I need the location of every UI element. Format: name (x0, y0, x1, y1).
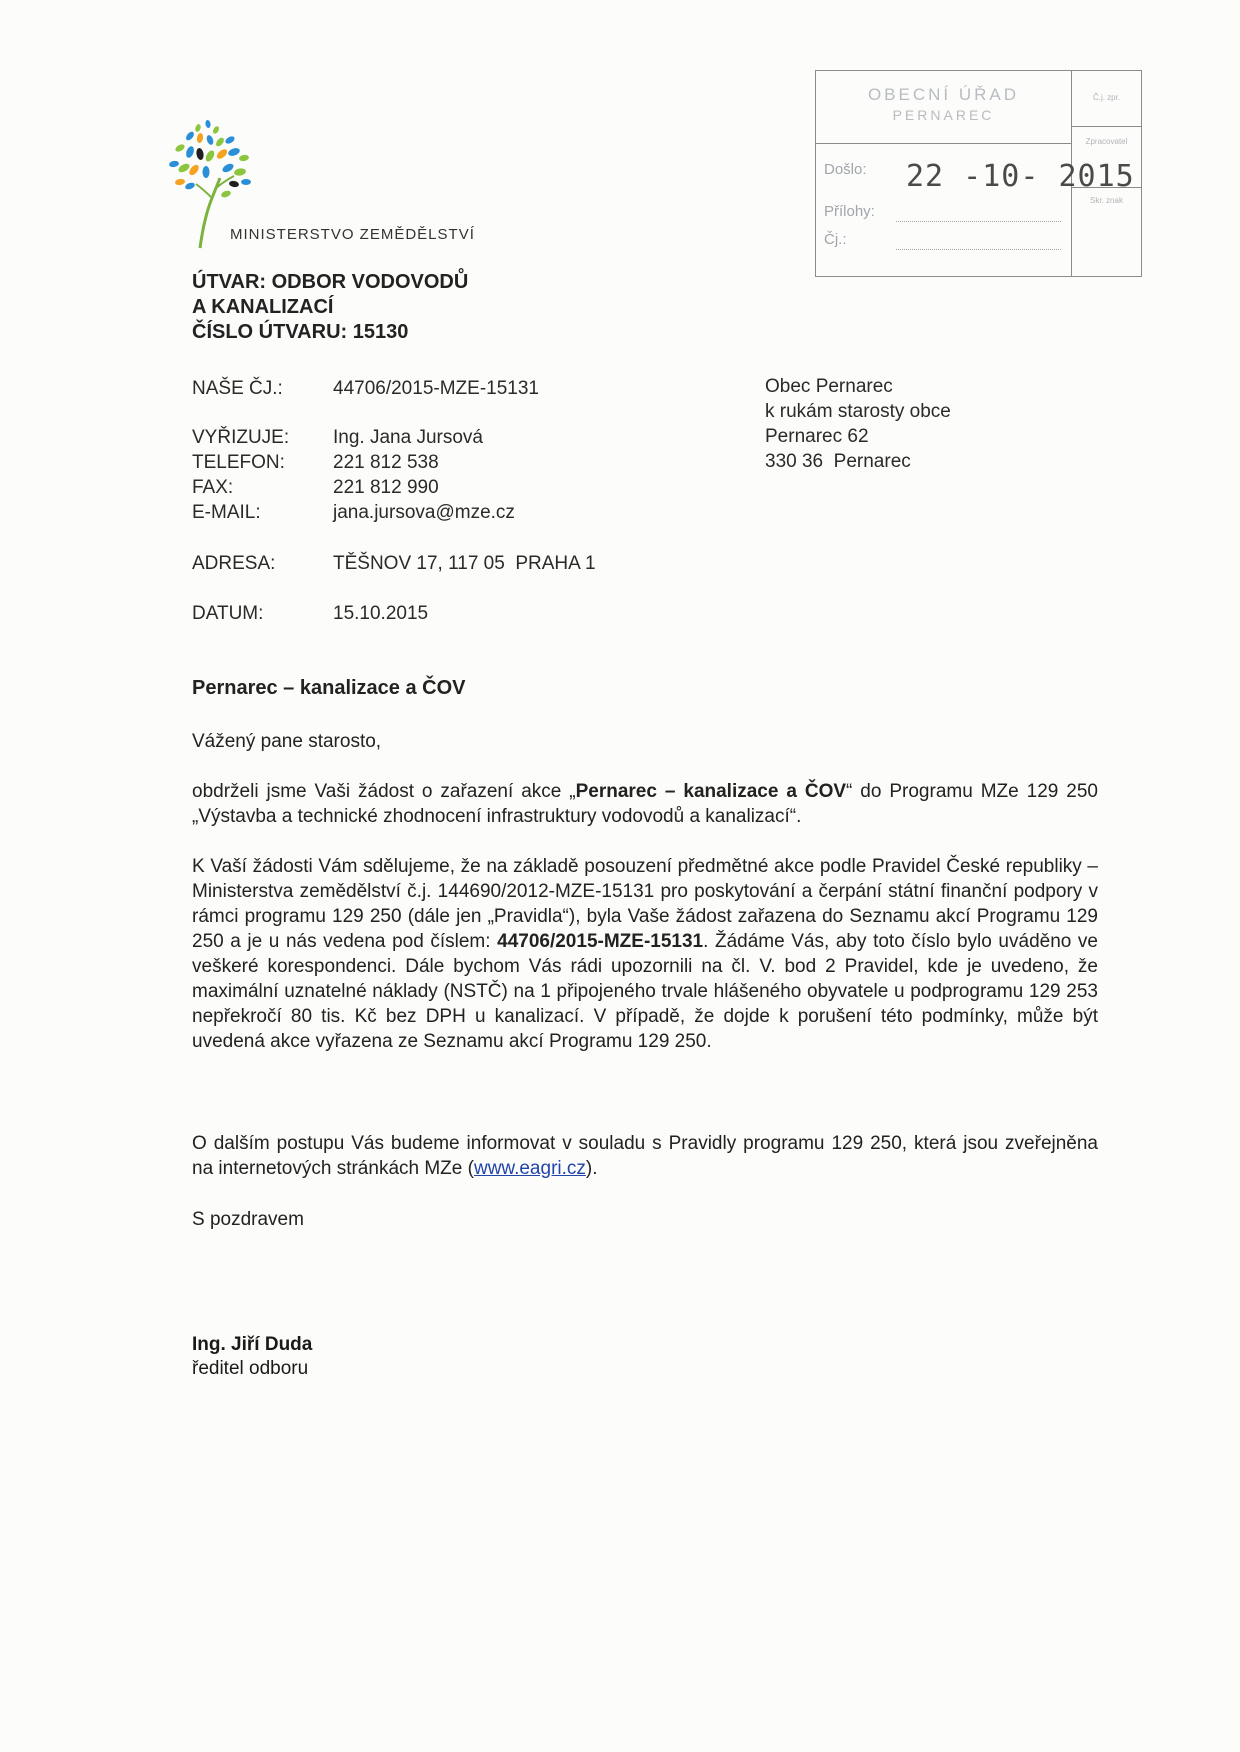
address-value: TĚŠNOV 17, 117 05 PRAHA 1 (333, 553, 596, 574)
stamp-attachments-label: Přílohy: (824, 203, 875, 220)
stamp-office-line1: OBECNÍ ÚŘAD (867, 85, 1020, 104)
received-stamp (815, 70, 1142, 277)
date-value: 15.10.2015 (333, 603, 429, 624)
letter-subject: Pernarec – kanalizace a ČOV (192, 677, 466, 699)
stamp-received-date: 22 -10- 2015 (906, 159, 1135, 194)
email-label: E-MAIL: (192, 502, 261, 523)
addressee-line3: Pernarec 62 (765, 426, 869, 447)
unit-heading-line1: ÚTVAR: ODBOR VODOVODŮ (192, 271, 469, 293)
unit-heading-line3: ČÍSLO ÚTVARU: 15130 (192, 321, 409, 343)
fax-value: 221 812 990 (333, 477, 439, 498)
email-value[interactable]: jana.jursova@mze.cz (333, 502, 515, 523)
greeting: Vážený pane starosto, (192, 731, 382, 752)
ministry-name: MINISTERSTVO ZEMĚDĚLSTVÍ (230, 226, 475, 243)
paragraph-3: O dalším postupu Vás budeme informovat v souladu s Pravidly programu 129 250, která jsou zveřejněna na internetových stránkách MZe (www.eagri.cz). (192, 1133, 1098, 1179)
registration-number-bold: 44706/2015-MZE-15131 (497, 931, 704, 952)
unit-heading (192, 270, 468, 345)
action-name-bold: Pernarec – kanalizace a ČOV (575, 781, 847, 802)
address-label: ADRESA: (192, 553, 276, 574)
stamp-side-label3: Skr. znak (1090, 196, 1123, 205)
stamp-side-label1: Č.j. zpr. (1092, 93, 1121, 102)
stamp-side-label2: Zpracovatel (1085, 137, 1128, 146)
paragraph-1: obdrželi jsme Vaši žádost o zařazení akce „Pernarec – kanalizace a ČOV“ do Programu MZe 129 250 „Výstavba a technické zhodnocení infrastruktury vodovodů a kanalizací“. (192, 781, 1098, 827)
addressee-block (765, 374, 951, 474)
addressee-line1: Obec Pernarec (765, 376, 893, 397)
unit-heading-line2: A KANALIZACÍ (192, 296, 334, 318)
fax-label: FAX: (192, 477, 234, 498)
addressee-line2: k rukám starosty obce (765, 401, 951, 422)
phone-label: TELEFON: (192, 452, 285, 473)
handler-value: Ing. Jana Jursová (333, 427, 483, 448)
paragraph-2: K Vaší žádosti Vám sdělujeme, že na základě posouzení předmětné akce podle Pravidel České republiky – Ministerstva zemědělství č.j. 144690/2012-MZE-15131 pro poskytování a čerpání státní finanční podpory v rámci programu 129 250 (dále jen „Pravidla“), byla Vaše žádost zařazena do Seznamu akcí Programu 129 250 a je u nás vedena pod číslem: 44706/2015-MZE-15131. Žádáme Vás, aby toto číslo bylo uváděno ve veškeré korespondenci. Dále bychom Vás rádi upozornili na čl. V. bod 2 Pravidel, kde je uvedeno, že maximální uznatelné náklady (NSTČ) na 1 připojeného trvale hlášeného obyvatele u podprogramu 129 253 nepřekročí 80 tis. Kč bez DPH u kanalizací. V případě, že dojde k porušení této podmínky, může být uvedená akce vyřazena ze Seznamu akcí Programu 129 250. (192, 856, 1098, 1052)
closing: S pozdravem (192, 1209, 304, 1230)
date-label: DATUM: (192, 603, 264, 624)
stamp-received-label: Došlo: (824, 161, 867, 178)
our-ref-value: 44706/2015-MZE-15131 (333, 378, 539, 399)
our-ref-label: NAŠE ČJ.: (192, 378, 283, 399)
stamp-office-line2: PERNAREC (892, 107, 995, 123)
eagri-link[interactable]: www.eagri.cz (473, 1158, 586, 1179)
phone-value: 221 812 538 (333, 452, 439, 473)
addressee-line4: 330 36 Pernarec (765, 451, 911, 472)
handler-label: VYŘIZUJE: (192, 427, 290, 448)
signer-name: Ing. Jiří Duda (192, 1334, 313, 1355)
stamp-ref-label: Čj.: (824, 231, 847, 248)
signer-role: ředitel odboru (192, 1358, 309, 1379)
